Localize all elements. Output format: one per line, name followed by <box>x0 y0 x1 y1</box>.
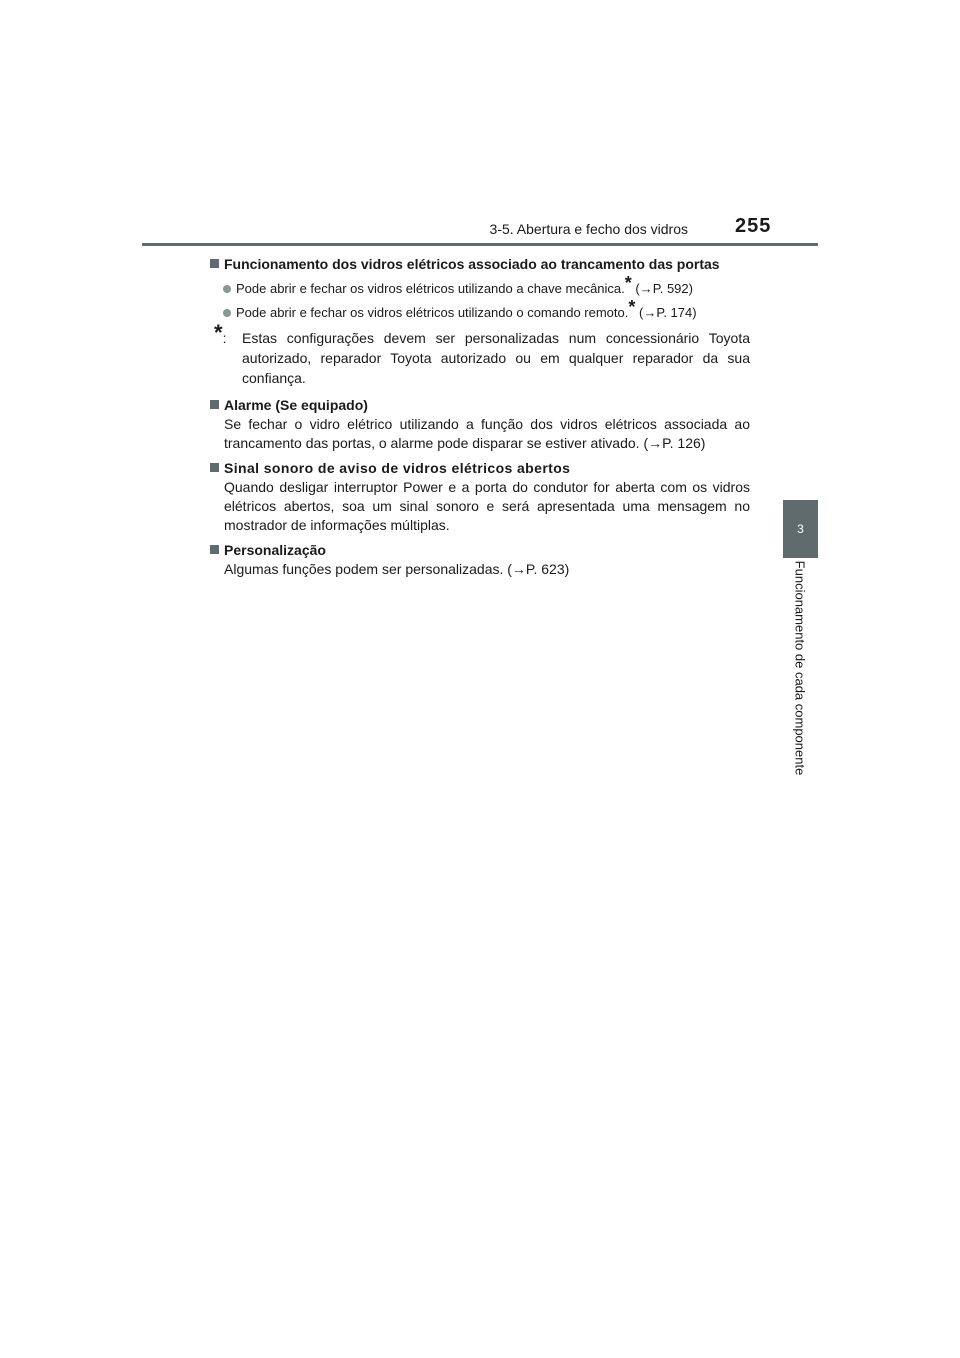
asterisk-mark: * <box>624 273 632 293</box>
square-bullet-icon <box>210 545 219 554</box>
section-title-text: Funcionamento dos vidros elétricos associado ao trancamento das portas <box>224 256 720 272</box>
chapter-number: 3 <box>797 522 804 536</box>
circle-bullet-icon <box>223 309 231 317</box>
section-title <box>210 396 750 415</box>
page-number: 255 <box>735 215 772 237</box>
section-body: Quando desligar interruptor Power e a porta do condutor for aberta com os vidros elétricos abertos, soa um sinal sonoro e será apresentada uma mensagem no mostrador de informações múltiplas. <box>224 479 750 533</box>
asterisk-mark: * <box>214 320 223 345</box>
list-item-text <box>236 297 697 322</box>
section-door-lock-windows <box>210 255 750 388</box>
section-header: 3-5. Abertura e fecho dos vidros <box>489 221 688 237</box>
footnote-text: Estas configurações devem ser personalizadas num concessionário Toyota autorizado, reparador Toyota autorizado ou em qualquer reparador da sua confiança. <box>242 330 750 386</box>
section-body: Algumas funções podem ser personalizadas. (→P. 623) <box>224 561 570 577</box>
square-bullet-icon <box>210 400 219 409</box>
main-content <box>210 255 750 585</box>
section-open-window-buzzer <box>210 459 750 535</box>
chapter-title: Funcionamento de cada componente <box>792 560 808 776</box>
page-reference: (→P. 592) <box>631 281 693 296</box>
footnote-marker <box>214 320 242 388</box>
footnote <box>214 320 750 388</box>
square-bullet-icon <box>210 259 219 268</box>
section-title-text: Alarme (Se equipado) <box>224 397 368 413</box>
section-body: Se fechar o vidro elétrico utilizando a função dos vidros elétricos associada ao trancamento das portas, o alarme pode disparar se estiver ativado. (→P. 126) <box>224 416 750 451</box>
section-alarm <box>210 396 750 453</box>
section-title-text: Sinal sonoro de aviso de vidros elétricos abertos <box>224 460 571 476</box>
circle-bullet-icon <box>223 285 231 293</box>
list-item <box>223 297 750 322</box>
chapter-tab <box>783 500 818 558</box>
list-item-main: Pode abrir e fechar os vidros elétricos utilizando a chave mecânica. <box>236 281 625 296</box>
list-item <box>223 273 750 298</box>
square-bullet-icon <box>210 463 219 472</box>
section-title <box>210 541 750 560</box>
page-reference: (→P. 174) <box>635 305 697 320</box>
section-title <box>210 459 750 478</box>
list-item-text <box>236 273 693 298</box>
section-customization <box>210 541 750 579</box>
header-divider <box>142 243 818 246</box>
section-title-text: Personalização <box>224 542 326 558</box>
asterisk-mark: * <box>628 297 636 317</box>
footnote-colon: : <box>222 330 227 346</box>
section-title <box>210 255 750 274</box>
list-item-main: Pode abrir e fechar os vidros elétricos utilizando o comando remoto. <box>236 305 629 320</box>
